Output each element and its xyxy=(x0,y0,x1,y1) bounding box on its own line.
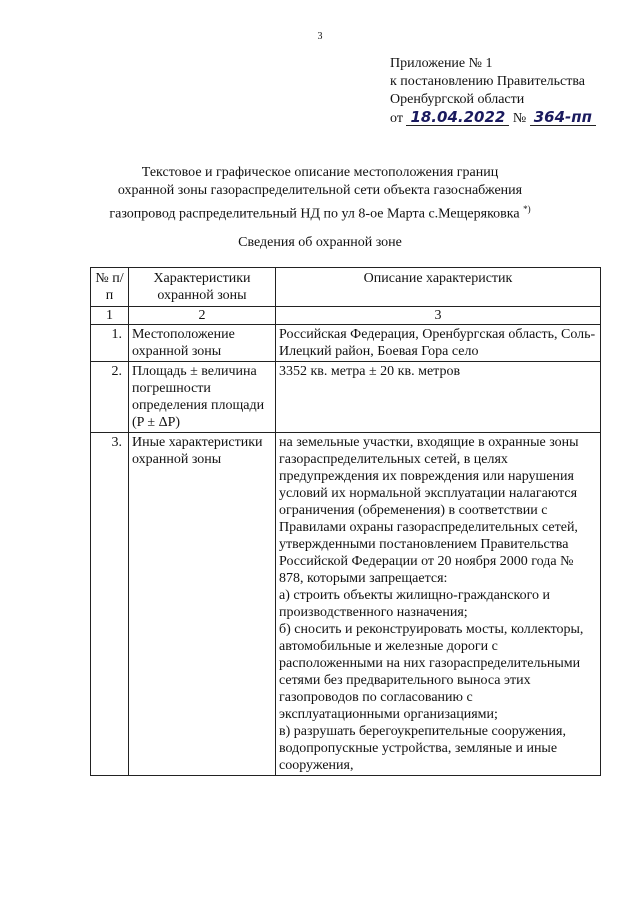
col-number-2: 2 xyxy=(129,307,276,325)
restriction-item-c: в) разрушать берегоукрепительные сооружения, водопропускные устройства, земляные и иные сооружения, xyxy=(279,724,566,773)
footnote-mark: *) xyxy=(523,204,531,214)
col-number-1: 1 xyxy=(91,307,129,325)
row-description: Российская Федерация, Оренбургская область, Соль-Илецкий район, Боевая Гора село xyxy=(276,325,601,362)
row-number: 3. xyxy=(91,433,129,776)
number-prefix: № xyxy=(512,111,527,126)
handwritten-number: 364-пп xyxy=(530,109,596,126)
row-description: 3352 кв. метра ± 20 кв. метров xyxy=(276,362,601,433)
appendix-date-line xyxy=(390,109,596,128)
section-subtitle: Сведения об охранной зоне xyxy=(238,235,402,250)
row-number: 2. xyxy=(91,362,129,433)
appendix-line-1: Приложение № 1 xyxy=(390,56,493,71)
column-number-row xyxy=(91,307,601,325)
table-row xyxy=(91,433,601,776)
title-line-3-text: газопровод распределительный НД по ул 8-ое Марта с.Мещеряковка xyxy=(109,206,520,222)
table-row xyxy=(91,362,601,433)
appendix-line-2: к постановлению Правительства xyxy=(390,74,586,89)
col-number-3: 3 xyxy=(276,307,601,325)
document-title xyxy=(0,164,640,224)
appendix-block xyxy=(390,55,596,128)
page-number: 3 xyxy=(317,31,323,42)
title-line-1: Текстовое и графическое описание местоположения границ xyxy=(141,165,499,180)
row-characteristic: Местоположение охранной зоны xyxy=(129,325,276,362)
date-prefix: от xyxy=(390,111,403,126)
header-characteristics: Характеристики охранной зоны xyxy=(129,268,276,307)
row-characteristic: Площадь ± величина погрешности определения площади (P ± ΔP) xyxy=(129,362,276,433)
appendix-line-3: Оренбургской области xyxy=(390,92,525,107)
title-line-3 xyxy=(0,200,640,224)
table-row xyxy=(91,325,601,362)
table-header-row xyxy=(91,268,601,307)
restriction-item-a: а) строить объекты жилищно-гражданского и производственного назначения; xyxy=(279,588,550,620)
restriction-item-b: б) сносить и реконструировать мосты, коллекторы, автомобильные и железные дороги с расположенными на них газораспределительными сетями без предварительного выноса этих газопроводов по согласованию с эксплуатационными организациями; xyxy=(279,622,584,722)
row-number: 1. xyxy=(91,325,129,362)
restriction-intro: на земельные участки, входящие в охранные зоны газораспределительных сетей, в целях предупреждения их повреждения или нарушения условий их нормальной эксплуатации налагаются ограничения (обременения) в соответствии с Правилами охраны газораспределительных сетей, утвержденными постановлением Правительства Российской Федерации от 20 ноября 2000 года № 878, которыми запрещается: xyxy=(279,435,579,586)
row-characteristic: Иные характеристики охранной зоны xyxy=(129,433,276,776)
title-line-2: охранной зоны газораспределительной сети объекта газоснабжения xyxy=(117,183,523,198)
zone-info-table xyxy=(90,267,601,776)
row-description xyxy=(276,433,601,776)
header-num: № п/п xyxy=(91,268,129,307)
handwritten-date: 18.04.2022 xyxy=(406,109,509,126)
header-description: Описание характеристик xyxy=(276,268,601,307)
